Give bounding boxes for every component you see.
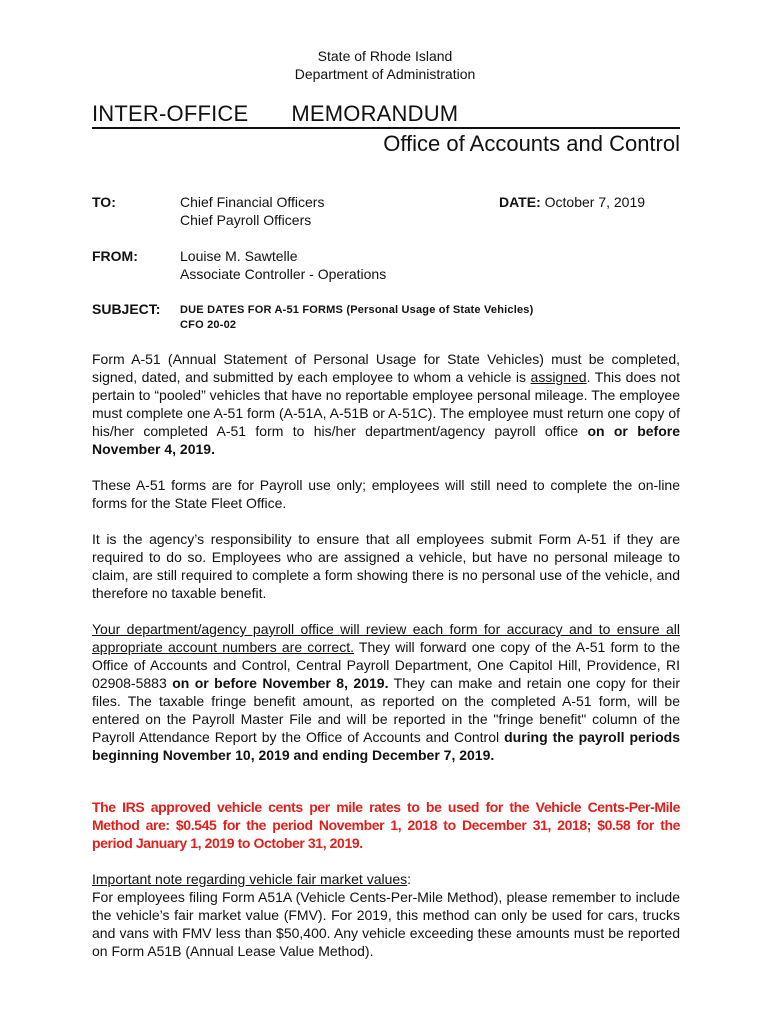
p1-assigned: assigned — [530, 369, 587, 385]
department-name: Department of Administration — [294, 66, 476, 82]
subject-line-2: CFO 20-02 — [180, 319, 237, 331]
to-line-1: Chief Financial Officers — [180, 194, 325, 210]
subject-label: SUBJECT: — [92, 301, 161, 317]
p4-underlined: Your department/agency payroll office will review each form for accuracy and to ensure all appropriate account numbers are correct. — [92, 621, 680, 655]
from-label: FROM: — [92, 248, 138, 264]
paragraph-review — [92, 620, 680, 764]
title-rule — [92, 127, 680, 129]
state-name: State of Rhode Island — [317, 48, 453, 64]
paragraph-agency-responsibility: It is the agency’s responsibility to ensure that all employees submit Form A-51 if they are required to do so. Employees who are assigned a vehicle, but have no personal mileage to claim, are still required to complete a form showing there is no personal use of the vehicle, and therefore no taxable benefit. — [92, 531, 680, 601]
paragraph-form-a51 — [92, 350, 680, 458]
from-line-2: Associate Controller - Operations — [180, 266, 387, 282]
to-line-2: Chief Payroll Officers — [180, 212, 312, 228]
subject-line-1: DUE DATES FOR A-51 FORMS (Personal Usage of State Vehicles) — [180, 304, 534, 316]
p4-text-a: They will forward one copy of the A-51 form to the Office of Accounts and Control, Central Payroll Department, One Capitol Hill, Providence, RI 02908-5883 — [92, 639, 680, 691]
p1-text-b: . This does not pertain to “pooled” vehicles that have no reportable employee personal mileage. The employee must complete one A-51 form (A-51A, A-51B or A-51C). The employee must return one copy of his/her completed A-51 form to his/her department/agency payroll office — [92, 369, 680, 439]
date-label: DATE: — [499, 194, 541, 210]
to-label: TO: — [92, 194, 116, 210]
irs-rates-paragraph: The IRS approved vehicle cents per mile rates to be used for the Vehicle Cents-Per-Mile Method are: $0.545 for the period November 1, 2018 to December 31, 2018; $0.58 for the period January 1, 2019 to October 31, 2019. — [92, 799, 680, 851]
from-line-1: Louise M. Sawtelle — [180, 248, 298, 264]
p1-due-date: on or before November 4, 2019. — [92, 423, 680, 457]
fmv-note-text: For employees filing Form A51A (Vehicle Cents-Per-Mile Method), please remember to include the vehicle’s fair market value (FMV). For 2019, this method can only be used for cars, trucks and vans with FMV less than $50,400. Any vehicle exceeding these amounts must be reported on Form A51B (Annual Lease Value Method). — [92, 889, 680, 959]
paragraph-payroll-use: These A-51 forms are for Payroll use only; employees will still need to complete the on-line forms for the State Fleet Office. — [92, 477, 680, 511]
fmv-note-heading: Important note regarding vehicle fair market values — [92, 871, 408, 887]
memo-title: INTER-OFFICE MEMORANDUM — [92, 101, 459, 126]
date-value: October 7, 2019 — [544, 194, 646, 210]
p4-text-b: They can make and retain one copy for their files. The taxable fringe benefit amount, as reported on the completed A-51 form, will be entered on the Payroll Master File and will be reported in the "fringe benefit" column of the Payroll Attendance Report by the Office of Accounts and Control — [92, 675, 680, 745]
fmv-note-colon: : — [407, 871, 412, 887]
fmv-note-paragraph — [92, 870, 680, 960]
p4-forward-date: on or before November 8, 2019. — [172, 675, 389, 691]
date-field — [499, 193, 645, 211]
office-name: Office of Accounts and Control — [383, 131, 680, 156]
p1-text-a: Form A-51 (Annual Statement of Personal Usage for State Vehicles) must be completed, signed, dated, and submitted by each employee to whom a vehicle is — [92, 351, 680, 385]
p4-payroll-periods: during the payroll periods beginning November 10, 2019 and ending December 7, 2019. — [92, 729, 681, 763]
